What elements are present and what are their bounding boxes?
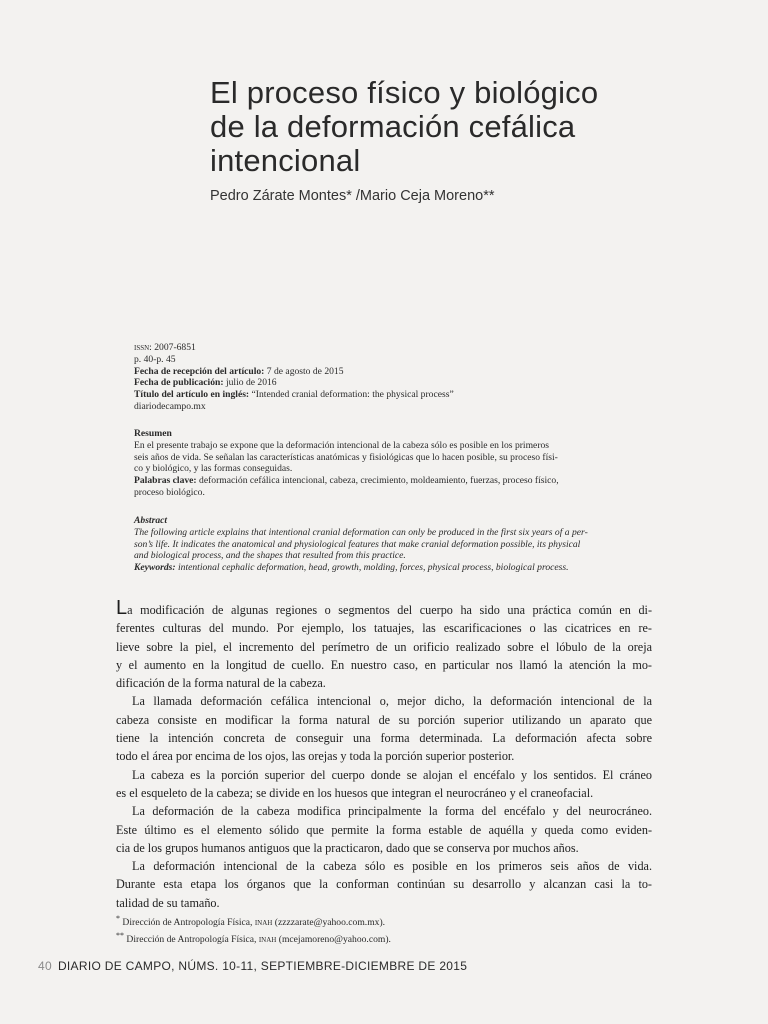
abstract-line: The following article explains that intentional cranial deformation can only be produced in the first six years of a per-	[134, 526, 588, 538]
body-line: Este último es el elemento sólido que permite la forma estable de aquélla y queda como eviden-	[116, 822, 652, 837]
english-title-row	[134, 389, 654, 401]
resumen-section	[134, 428, 654, 499]
body-line: cabeza consiste en modificar la forma natural de su porción superior utilizando un aparato que	[116, 712, 652, 727]
abstract-line: son’s life. It indicates the anatomical and physiological features that make cranial deformation possible, its physical	[134, 538, 581, 550]
keywords-value: intentional cephalic deformation, head, growth, molding, forces, physical process, biological process.	[177, 562, 569, 574]
site-link[interactable]: diariodecampo.mx	[134, 400, 206, 412]
palabras-clave-label: Palabras clave:	[134, 475, 197, 487]
body-line: tiene la intención concreta de conseguir una forma determinada. La deformación afecta sobre	[116, 731, 652, 746]
palabras-clave-row	[134, 475, 654, 487]
abstract-line: and biological process, and the shapes that resulted from this practice.	[134, 550, 406, 562]
page-footer	[38, 959, 467, 973]
issn-row	[134, 342, 654, 354]
keywords-row	[134, 562, 654, 574]
published-value: julio de 2016	[225, 377, 277, 389]
article-metadata	[134, 342, 654, 413]
body-line: La deformación de la cabeza modifica principalmente la forma del encéfalo y del neurocráneo.	[132, 804, 652, 819]
authors: Pedro Zárate Montes* /Mario Ceja Moreno**	[210, 188, 495, 204]
email-link[interactable]: (mcejamoreno@yahoo.com).	[278, 934, 391, 946]
issn-label: issn:	[134, 342, 152, 353]
footnote-marker: *	[116, 914, 120, 923]
received-label: Fecha de recepción del artículo:	[134, 365, 265, 377]
published-label: Fecha de publicación:	[134, 377, 224, 389]
article-title	[210, 76, 690, 178]
body-line: es el esqueleto de la cabeza; se divide en los huesos que integran el neurocráneo y el craneofacial.	[116, 785, 594, 800]
body-line: todo el área por encima de los ojos, las orejas y toda la porción superior posterior.	[116, 749, 515, 764]
footnote-2: ** Dirección de Antropología Física, inah (mcejamoreno@yahoo.com).	[116, 931, 391, 946]
resumen-line: co y biológico, y las formas conseguidas.	[134, 463, 293, 475]
institution: inah	[258, 934, 277, 946]
email-link[interactable]: (zzzzarate@yahoo.com.mx).	[274, 917, 386, 929]
abstract-heading: Abstract	[134, 515, 168, 526]
page-number: 40	[38, 959, 52, 973]
resumen-line: En el presente trabajo se expone que la deformación intencional de la cabeza sólo es posible en los primeros	[134, 439, 550, 451]
title-line-1: El proceso físico y biológico	[210, 75, 599, 110]
english-title-label: Título del artículo en inglés:	[134, 389, 250, 401]
institution: inah	[254, 917, 273, 929]
issn-value: 2007-6851	[154, 342, 196, 353]
resumen-heading: Resumen	[134, 428, 172, 439]
article-body	[116, 597, 652, 912]
palabras-clave-value: deformación cefálica intencional, cabeza, crecimiento, moldeamiento, fuerzas, proceso físico,	[199, 475, 559, 487]
palabras-clave-cont: proceso biológico.	[134, 486, 205, 498]
received-value: 7 de agosto de 2015	[266, 365, 344, 377]
body-line: Durante esta etapa los órganos que la conforman continúan su desarrollo y alcanzan casi la to-	[116, 877, 652, 892]
abstract-section	[134, 515, 654, 574]
body-line: dificación de la forma natural de la cabeza.	[116, 676, 326, 691]
drop-cap: L	[116, 597, 128, 619]
journal-citation: DIARIO DE CAMPO, NÚMS. 10-11, SEPTIEMBRE-DICIEMBRE DE 2015	[57, 959, 468, 973]
body-line: La llamada deformación cefálica intencional o, mejor dicho, la deformación intencional de la	[132, 694, 652, 709]
published-row	[134, 377, 654, 389]
body-line: lieve sobre la piel, el incremento del perímetro de un orificio realizado sobre el lóbulo de la oreja	[116, 639, 652, 654]
footnote-1: * Dirección de Antropología Física, inah (zzzzarate@yahoo.com.mx).	[116, 914, 386, 929]
keywords-label: Keywords:	[134, 562, 176, 574]
resumen-line: seis años de vida. Se señalan las características anatómicas y fisiológicas que lo hacen posible, su proceso físi-	[134, 451, 558, 463]
title-line-2: de la deformación cefálica	[210, 109, 576, 144]
body-line: La deformación intencional de la cabeza sólo es posible en los primeros seis años de vida.	[132, 859, 652, 874]
title-line-3: intencional	[210, 143, 361, 178]
body-line: ferentes culturas del mundo. Por ejemplo, los tatuajes, las escarificaciones o las cicatrices en re-	[116, 621, 652, 636]
body-line: La cabeza es la porción superior del cuerpo donde se alojan el encéfalo y los sentidos. El cráneo	[132, 767, 652, 782]
footnotes	[116, 912, 656, 946]
body-line: cia de los grupos humanos antiguos que la practicaron, dado que se conserva por muchos años.	[116, 840, 579, 855]
pages: p. 40-p. 45	[134, 353, 176, 365]
footnote-marker: **	[116, 931, 124, 941]
english-title-value: “Intended cranial deformation: the physical process”	[251, 389, 454, 401]
body-line: talidad de su tamaño.	[116, 895, 220, 910]
body-line: y el aumento en la longitud de cuello. En nuestro caso, en particular nos llamó la atención la mo-	[116, 657, 652, 672]
body-line: La modificación de algunas regiones o segmentos del cuerpo ha sido una práctica común en di-	[116, 597, 652, 619]
received-row	[134, 366, 654, 378]
